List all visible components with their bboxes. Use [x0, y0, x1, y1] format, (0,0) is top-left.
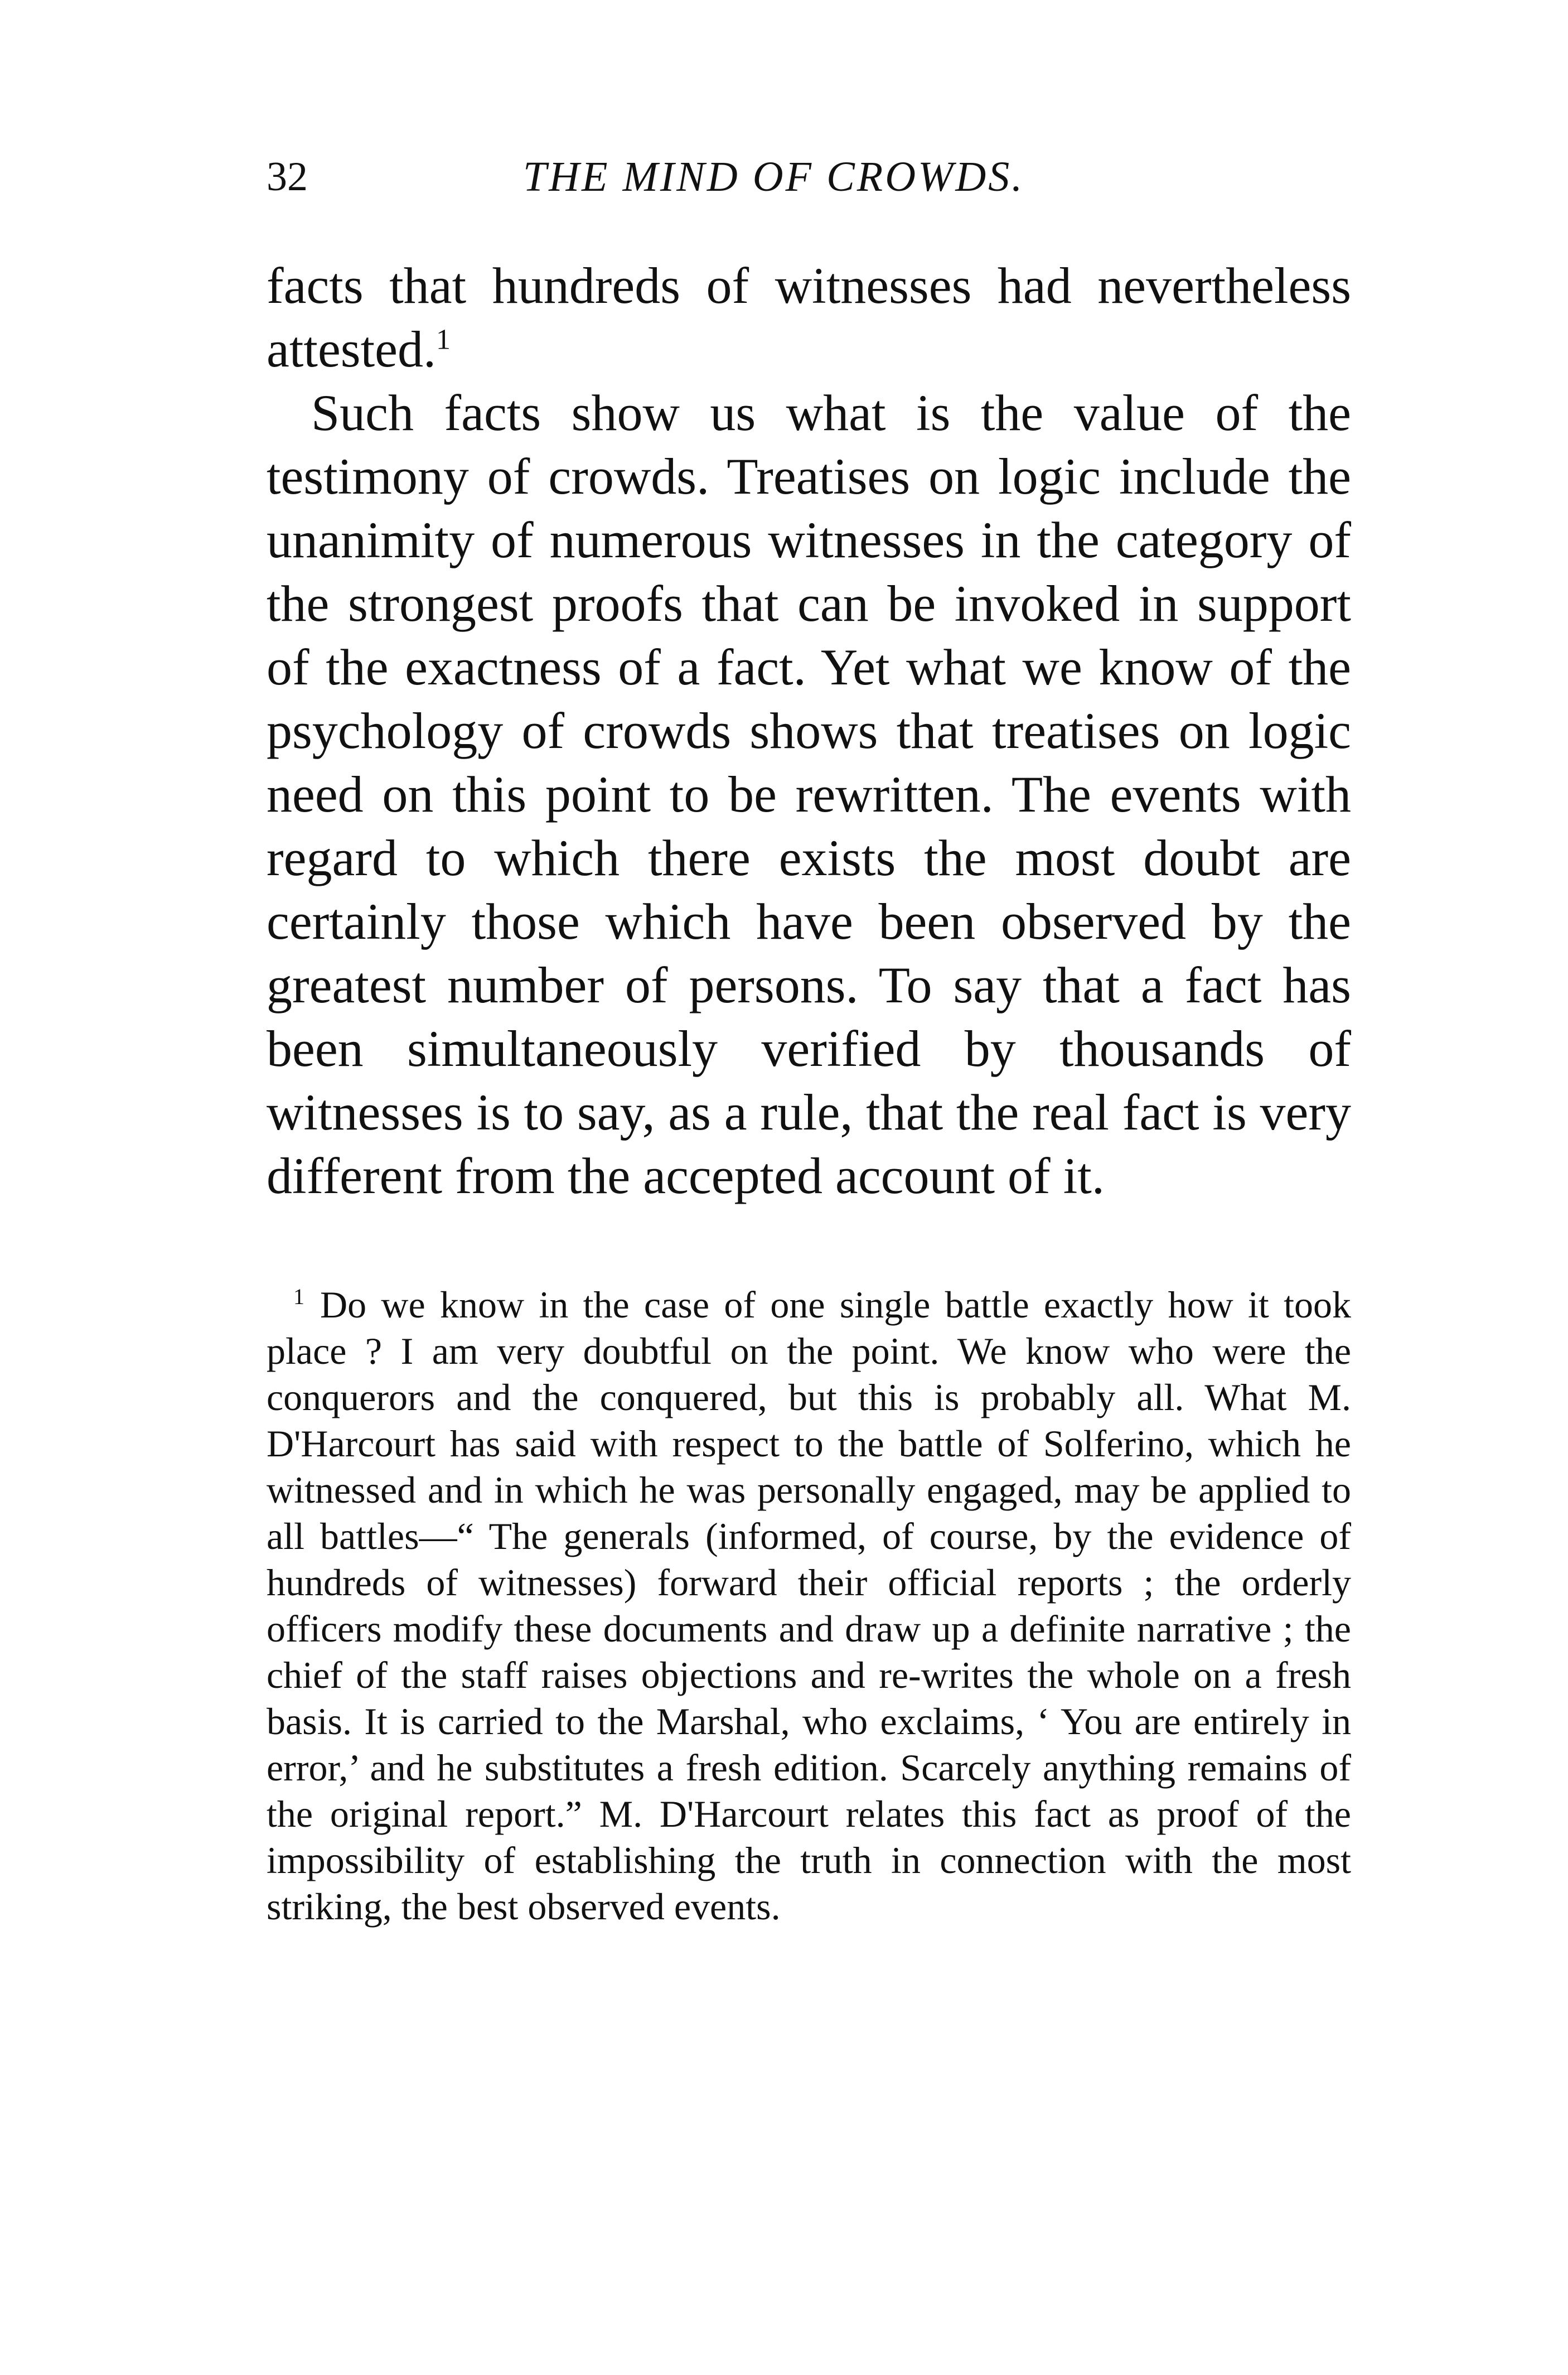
footnote-text: Do we know in the case of one single battle exactly how it took place ? I am very doubtful on the point. We know who were the conquerors and the conquered, but this is probably all. What M. D'Harcourt has said with respect to the battle of Solferino, which he witnessed and in which he was personally engaged, may be applied to all battles—“ The generals (informed, of course, by the evidence of hundreds of witnesses) forward their official reports ; the orderly officers modify these documents and draw up a definite narrative ; the chief of the staff raises objections and re-writes the whole on a fresh basis. It is carried to the Marshal, who exclaims, ‘ You are entirely in error,’ and he substitutes a fresh edition. Scarcely anything remains of the original report.” M. D'Harcourt relates this fact as proof of the impossibility of establishing the truth in connection with the most striking, the best observed events.	[267, 1283, 1351, 1928]
footnote-paragraph	[267, 1282, 1351, 1930]
page-number: 32	[267, 154, 308, 200]
footnote-reference: 1	[436, 324, 451, 356]
main-text	[267, 254, 1351, 1208]
footnote-mark: 1	[293, 1284, 304, 1310]
running-head	[267, 146, 1351, 207]
footnote	[267, 1282, 1351, 1930]
running-title: THE MIND OF CROWDS.	[523, 153, 1025, 200]
paragraph-2: Such facts show us what is the value of the testimony of crowds. Treatises on logic include the unanimity of numerous witnesses in the category of the strongest proofs that can be invoked in support of the exactness of a fact. Yet what we know of the psychology of crowds shows that treatises on logic need on this point to be rewritten. The events with regard to which there exists the most doubt are certainly those which have been observed by the greatest number of persons. To say that a fact has been simultaneously verified by thousands of witnesses is to say, as a rule, that the real fact is very different from the accepted account of it.	[267, 384, 1351, 1204]
paragraph-1-text: facts that hundreds of witnesses had nevertheless attested.	[267, 257, 1351, 378]
paragraph-continued	[267, 254, 1351, 381]
